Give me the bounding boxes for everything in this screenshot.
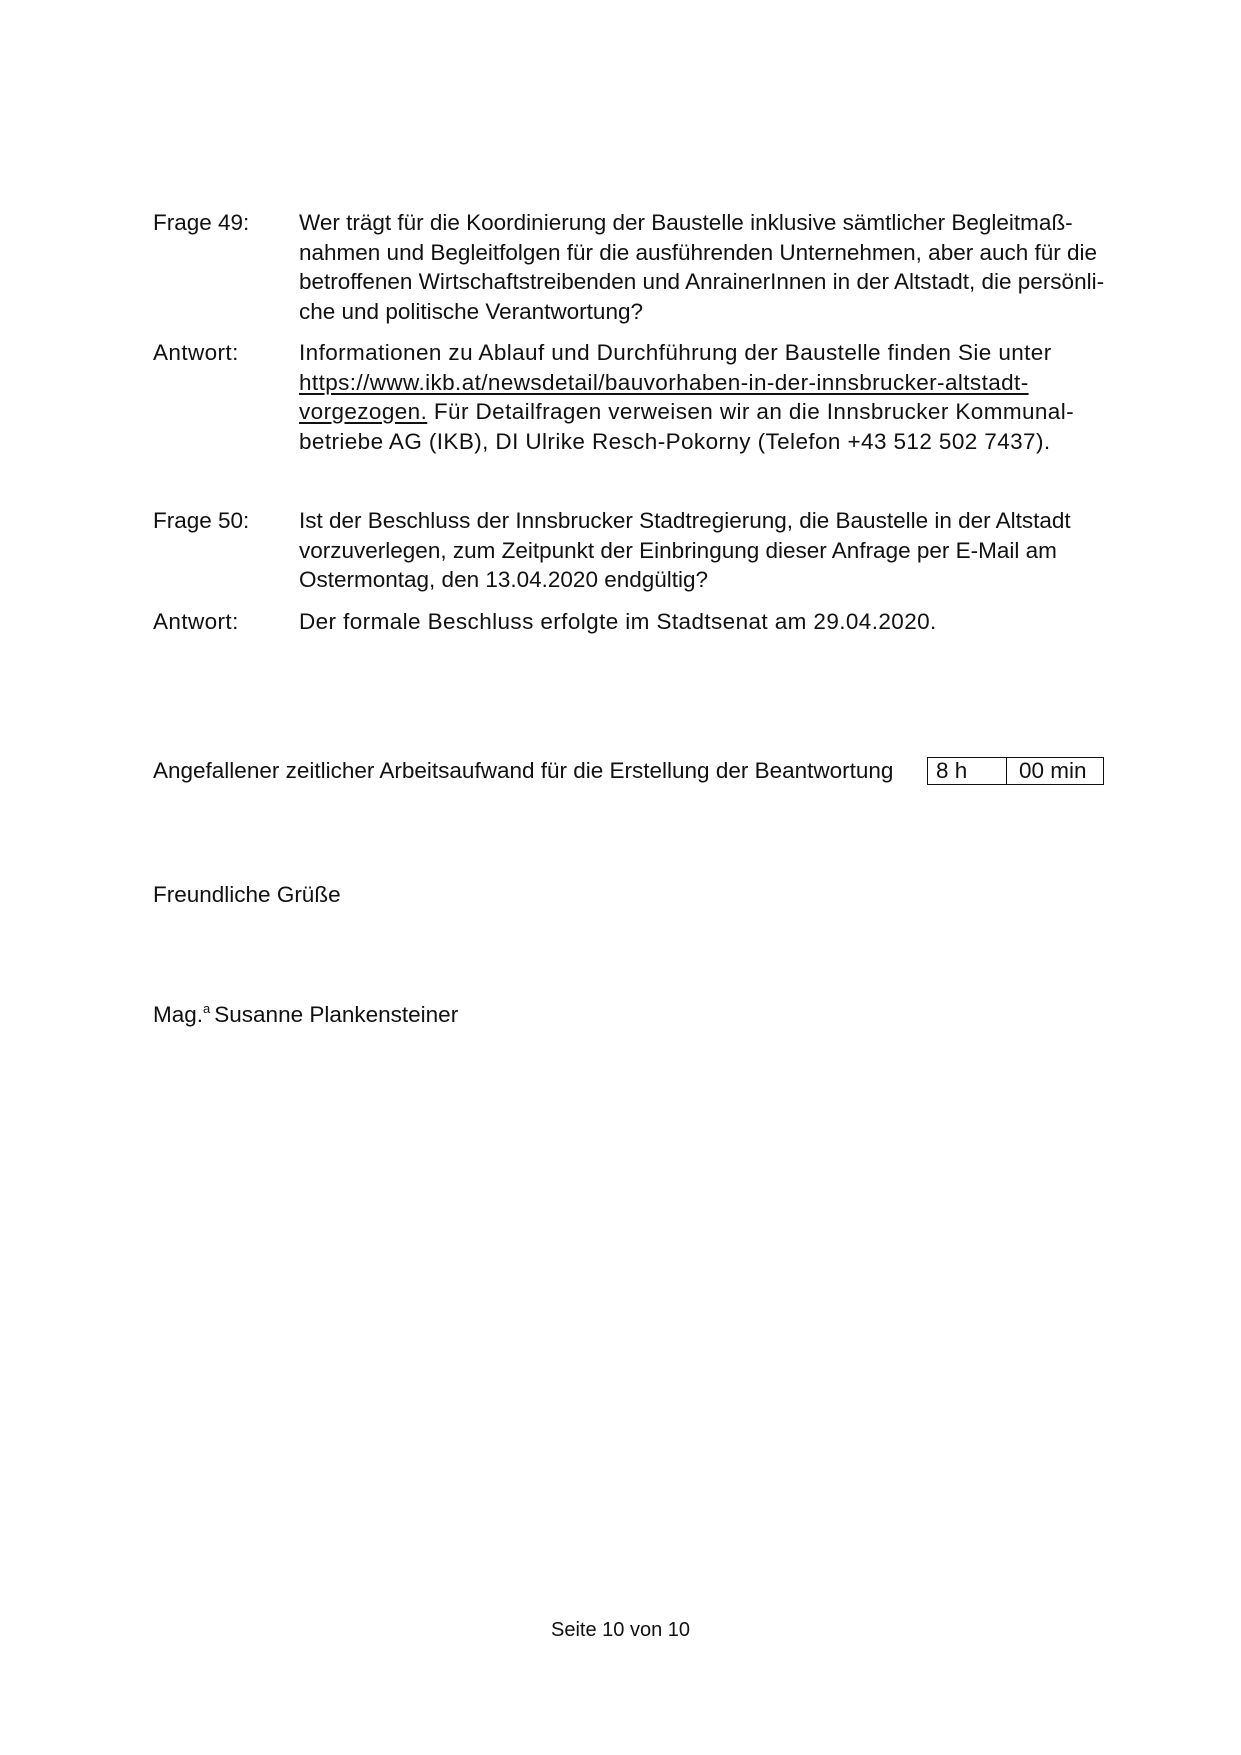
page-number: Seite 10 von 10 — [551, 1619, 690, 1641]
question-row — [153, 208, 1133, 326]
answer-label: Antwort: — [153, 340, 239, 365]
answer-label: Antwort: — [153, 608, 239, 634]
answer-text: Der formale Beschluss erfolgte im Stadtsenat am 29.04.2020. — [299, 608, 937, 634]
question-label: Frage 50: — [153, 508, 250, 533]
qa-block-50 — [153, 506, 1133, 636]
answer-line — [299, 397, 1133, 427]
signature — [153, 994, 458, 1029]
question-line: Ist der Beschluss der Innsbrucker Stadtregierung, die Baustelle in der Altstadt — [299, 508, 1071, 533]
answer-row — [153, 607, 1133, 637]
question-line: che und politische Verantwortung? — [299, 298, 643, 324]
effort-row — [153, 756, 1153, 785]
greeting: Freundliche Grüße — [153, 882, 341, 907]
answer-text-after-link: Für Detailfragen verweisen wir an die Innsbrucker Kommunal- — [427, 399, 1075, 424]
title-prefix: Mag. — [153, 1002, 204, 1027]
answer-text — [299, 338, 1133, 456]
spacer — [153, 326, 1133, 338]
effort-box — [927, 757, 1104, 785]
question-text — [299, 208, 1133, 326]
answer-line: betriebe AG (IKB), DI Ulrike Resch-Pokorny (Telefon +43 512 502 7437). — [299, 428, 1051, 454]
ikb-link-part2[interactable]: vorgezogen. — [299, 399, 428, 424]
answer-line: Informationen zu Ablauf und Durchführung der Baustelle finden Sie unter — [299, 340, 1052, 365]
qa-block-49 — [153, 208, 1133, 456]
question-line: Ostermontag, den 13.04.2020 endgültig? — [299, 567, 709, 592]
question-row — [153, 506, 1133, 595]
spacer — [153, 595, 1133, 607]
effort-label: Angefallener zeitlicher Arbeitsaufwand für die Erstellung der Beantwortung — [153, 758, 894, 783]
answer-line — [299, 368, 1133, 398]
question-line: nahmen und Begleitfolgen für die ausführenden Unternehmen, aber auch für die — [299, 239, 1098, 265]
question-line: vorzuverlegen, zum Zeitpunkt der Einbringung dieser Anfrage per E-Mail am — [299, 537, 1057, 563]
question-text — [299, 506, 1133, 595]
answer-row — [153, 338, 1133, 456]
effort-minutes: 00 min — [1019, 757, 1087, 783]
question-label: Frage 49: — [153, 210, 250, 235]
effort-hours: 8 h — [928, 758, 1007, 784]
question-line: betroffenen Wirtschaftstreibenden und AnrainerInnen in der Altstadt, die persönli- — [299, 269, 1105, 294]
ikb-link-part1[interactable]: https://www.ikb.at/newsdetail/bauvorhaben-in-der-innsbrucker-altstadt- — [299, 369, 1029, 395]
title-superscript: a — [203, 1001, 211, 1016]
question-line: Wer trägt für die Koordinierung der Baustelle inklusive sämtlicher Begleitmaß- — [299, 210, 1073, 235]
signer-name: Susanne Plankensteiner — [214, 1002, 459, 1027]
